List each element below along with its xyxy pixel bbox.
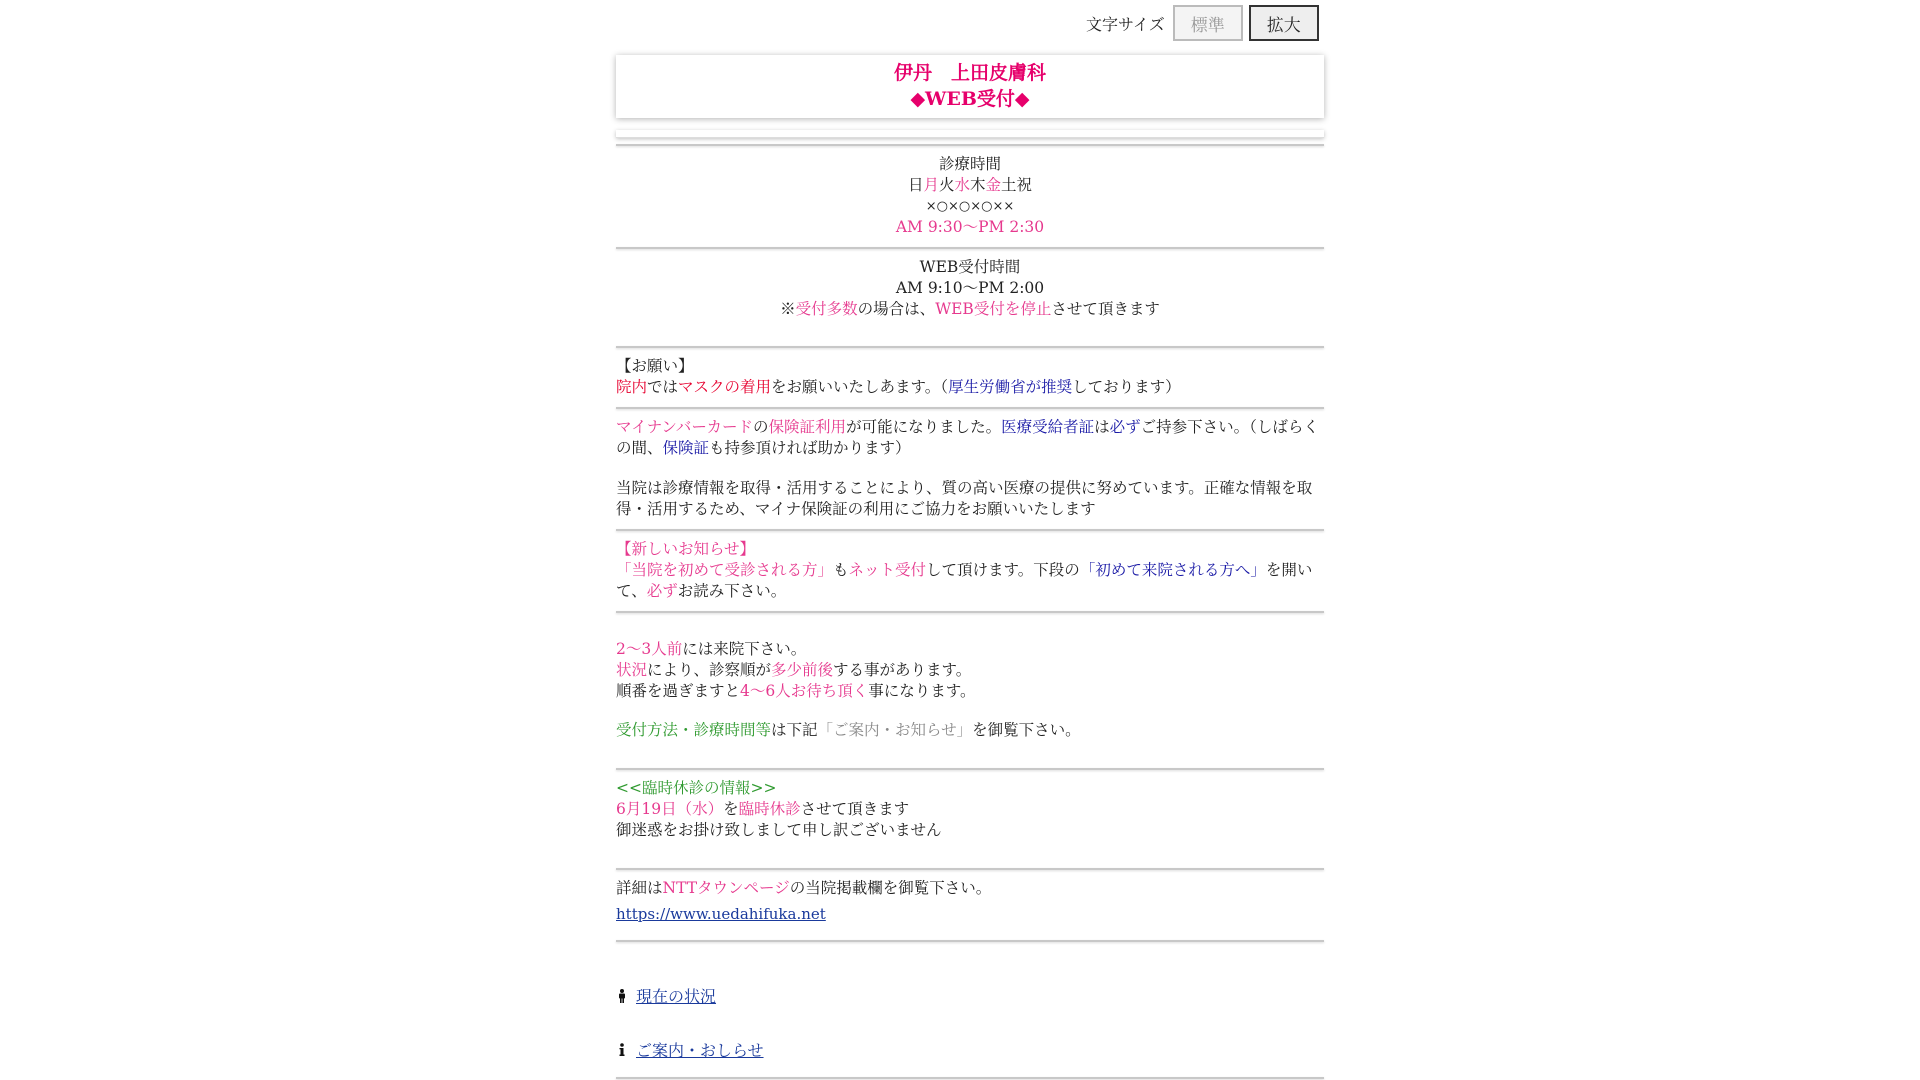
mynumber-section <box>616 409 1324 529</box>
news-heading: 【新しいお知らせ】 <box>616 540 756 558</box>
font-size-control <box>1086 5 1319 41</box>
info-link[interactable]: ご案内・おしらせ <box>636 1041 764 1060</box>
font-size-label: 文字サイズ <box>1086 14 1165 34</box>
clinic-name: 伊丹 上田皮膚科 <box>893 62 1046 84</box>
news-section <box>616 531 1324 611</box>
page-subtitle: ◆WEB受付◆ <box>910 88 1030 110</box>
nav-item-info[interactable] <box>616 1038 1324 1061</box>
clinic-hours <box>616 146 1324 247</box>
guide-line: 状況により、診察順が多少前後する事があります。 <box>616 661 972 679</box>
mynumber-text: マイナンバーカードの保険証利用が可能になりました。医療受給者証は必ずご持参下さい。（しばらくの間、保険証も持参頂ければ助かります） <box>616 418 1319 457</box>
hours-marks: ×○×○×○×× <box>925 199 1015 214</box>
nav-item-status[interactable] <box>616 984 1324 1007</box>
page-title <box>616 55 1324 118</box>
website-link[interactable]: https://www.uedahifuka.net <box>616 905 826 923</box>
request-section <box>616 348 1324 407</box>
guide-line: 2～3人前には来院下さい。 <box>616 640 807 658</box>
mynumber-info: 当院は診療情報を取得・活用することにより、質の高い医療の提供に努めています。正確な情報を取得・活用するため、マイナ保険証の利用にご協力をお願いいたします <box>616 479 1313 518</box>
detail-text: 詳細はNTTタウンページの当院掲載欄を御覧下さい。 <box>616 879 992 897</box>
news-text: 「当院を初めて受診される方」もネット受付して頂けます。下段の「初めて来院される方へ」を開いて、必ずお読み下さい。 <box>616 561 1313 600</box>
request-heading: 【お願い】 <box>616 357 694 375</box>
hours-days: 日月火水木金土祝 <box>907 176 1033 194</box>
web-hours-note: ※受付多数の場合は、WEB受付を停止させて頂きます <box>780 300 1160 318</box>
person-icon <box>616 989 628 1003</box>
main-content <box>616 55 1324 1079</box>
closure-heading: <<臨時休診の情報>> <box>616 779 777 797</box>
hours-time: AM 9:30～PM 2:30 <box>895 218 1045 236</box>
closure-text: 6月19日（水）を臨時休診させて頂きます <box>616 800 910 818</box>
closure-apology: 御迷惑をお掛け致しまして申し訳ございません <box>616 821 942 839</box>
guide-line: 受付方法・診療時間等は下記「ご案内・お知らせ」を御覧下さい。 <box>616 721 1081 739</box>
divider <box>616 1077 1324 1079</box>
web-hours <box>616 249 1324 346</box>
status-link[interactable]: 現在の状況 <box>636 987 717 1006</box>
font-size-large-button[interactable]: 拡大 <box>1249 5 1319 41</box>
guide-section <box>616 613 1324 768</box>
detail-section <box>616 870 1324 940</box>
font-size-standard-button[interactable]: 標準 <box>1173 5 1243 41</box>
guide-line: 順番を過ぎますと4～6人お待ち頂く事になります。 <box>616 682 976 700</box>
web-hours-title: WEB受付時間 <box>919 258 1021 276</box>
closure-section <box>616 770 1324 868</box>
hours-title: 診療時間 <box>938 155 1001 173</box>
header-bar <box>616 130 1324 138</box>
web-hours-time: AM 9:10～PM 2:00 <box>895 279 1045 297</box>
request-text: 院内ではマスクの着用をお願いいたしあます。（厚生労働省が推奨しております） <box>616 378 1181 396</box>
info-icon <box>616 1043 628 1057</box>
